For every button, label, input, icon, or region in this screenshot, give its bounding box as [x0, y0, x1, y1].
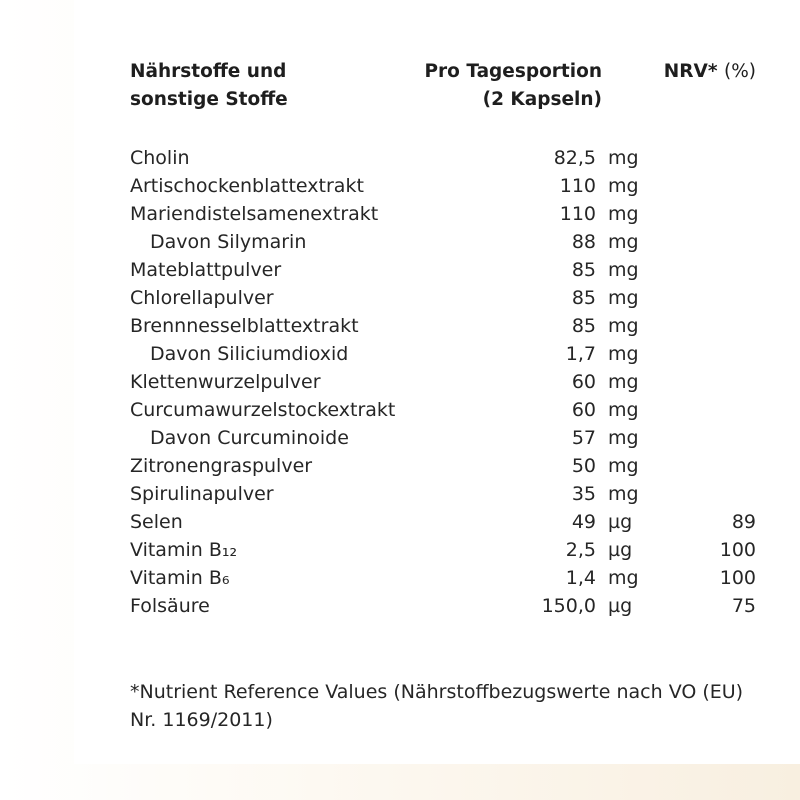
nutrient-unit: mg	[608, 203, 639, 225]
nutrient-amount: 110	[559, 175, 596, 197]
nutrient-name: Cholin	[130, 147, 190, 169]
table-row	[74, 452, 800, 480]
nutrient-nrv: 100	[719, 539, 756, 561]
nutrient-amount: 110	[559, 203, 596, 225]
table-row	[74, 284, 800, 312]
table-row	[74, 424, 800, 452]
nutrient-nrv: 75	[731, 595, 756, 617]
nutrient-amount: 1,4	[565, 567, 596, 589]
nutrient-name: Selen	[130, 511, 183, 533]
table-row	[74, 256, 800, 284]
header-nrv-label: NRV*	[663, 61, 718, 82]
nutrient-unit: mg	[608, 455, 639, 477]
nutrient-unit: mg	[608, 371, 639, 393]
table-row	[74, 368, 800, 396]
header-daily-portion	[425, 58, 603, 114]
table-row	[74, 396, 800, 424]
footnote: *Nutrient Reference Values (Nährstoffbezugswerte nach VO (EU) Nr. 1169/2011)	[130, 681, 744, 731]
header-nutrients-line1: Nährstoffe und	[130, 61, 287, 82]
table-row	[74, 564, 800, 592]
nutrient-amount: 88	[571, 231, 596, 253]
nutrient-unit: mg	[608, 343, 639, 365]
nutrient-name: Curcumawurzelstockextrakt	[130, 399, 396, 421]
nutrient-amount: 50	[571, 455, 596, 477]
nutrient-nrv: 100	[719, 567, 756, 589]
nutrient-amount: 1,7	[565, 343, 596, 365]
nutrient-unit: mg	[608, 231, 639, 253]
nutrient-amount: 82,5	[553, 147, 596, 169]
nutrient-name: Mariendistelsamenextrakt	[130, 203, 379, 225]
header-nutrients-line2: sonstige Stoffe	[130, 89, 288, 110]
nutrient-amount: 60	[571, 399, 596, 421]
nutrient-name: Artischockenblattextrakt	[130, 175, 364, 197]
nutrient-table	[74, 144, 800, 620]
nutrient-name: Davon Silymarin	[150, 231, 307, 253]
nutrient-name: Vitamin B₆	[130, 567, 230, 589]
nutrient-name: Folsäure	[130, 595, 210, 617]
header-nrv-suffix: (%)	[723, 61, 756, 82]
nutrient-amount: 2,5	[565, 539, 596, 561]
nutrient-unit: mg	[608, 567, 639, 589]
table-row	[74, 340, 800, 368]
nutrient-unit: µg	[608, 595, 633, 617]
header-nutrients	[130, 58, 288, 114]
nutrient-name: Davon Curcuminoide	[150, 427, 349, 449]
nutrient-amount: 85	[571, 287, 596, 309]
nutrient-unit: mg	[608, 427, 639, 449]
nutrient-unit: mg	[608, 175, 639, 197]
nutrient-name: Zitronengraspulver	[130, 455, 313, 477]
nutrient-unit: mg	[608, 483, 639, 505]
header-nrv	[664, 58, 756, 86]
nutrient-name: Mateblattpulver	[130, 259, 282, 281]
table-row	[74, 144, 800, 172]
header-portion-line1: Pro Tagesportion	[424, 61, 602, 82]
table-row	[74, 312, 800, 340]
nutrition-panel	[74, 0, 800, 764]
nutrient-amount: 60	[571, 371, 596, 393]
nutrient-unit: mg	[608, 287, 639, 309]
nutrient-name: Vitamin B₁₂	[130, 539, 238, 561]
nutrient-unit: mg	[608, 315, 639, 337]
nutrient-unit: mg	[608, 259, 639, 281]
table-row	[74, 172, 800, 200]
nutrient-name: Brennnesselblattextrakt	[130, 315, 359, 337]
table-row	[74, 228, 800, 256]
table-row	[74, 508, 800, 536]
nutrient-name: Chlorellapulver	[130, 287, 274, 309]
nutrient-unit: mg	[608, 147, 639, 169]
nutrient-name: Davon Siliciumdioxid	[150, 343, 349, 365]
nutrient-name: Spirulinapulver	[130, 483, 274, 505]
table-row	[74, 536, 800, 564]
nutrient-amount: 150,0	[541, 595, 596, 617]
nutrient-name: Klettenwurzelpulver	[130, 371, 321, 393]
nutrient-amount: 35	[571, 483, 596, 505]
nutrient-amount: 49	[571, 511, 596, 533]
nutrient-amount: 57	[571, 427, 596, 449]
nutrient-unit: µg	[608, 511, 633, 533]
nutrient-nrv: 89	[731, 511, 756, 533]
table-row	[74, 592, 800, 620]
nutrient-amount: 85	[571, 315, 596, 337]
nutrient-amount: 85	[571, 259, 596, 281]
nutrient-unit: mg	[608, 399, 639, 421]
table-row	[74, 200, 800, 228]
table-row	[74, 480, 800, 508]
nutrient-unit: µg	[608, 539, 633, 561]
header-portion-line2: (2 Kapseln)	[482, 89, 602, 110]
